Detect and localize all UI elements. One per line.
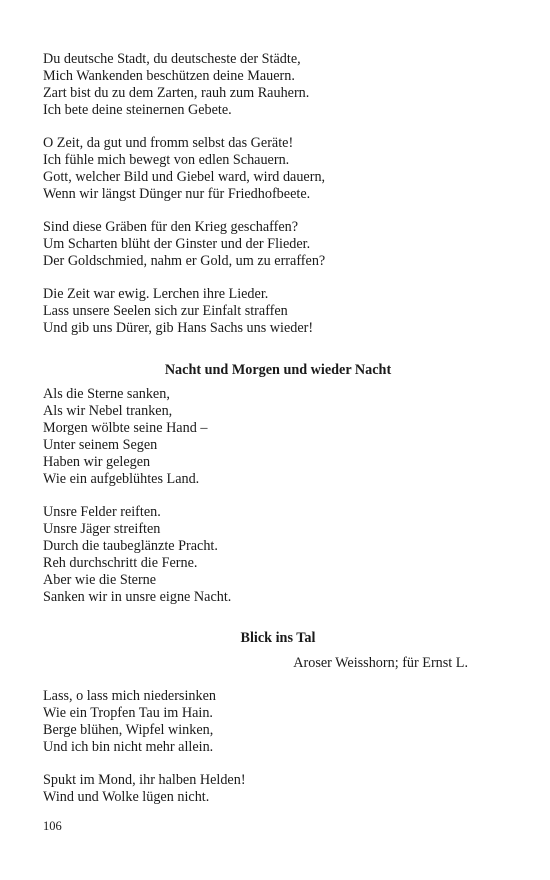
verse-line: Gott, welcher Bild und Giebel ward, wird dauern, bbox=[43, 169, 326, 185]
verse-line: Wie ein Tropfen Tau im Hain. bbox=[43, 705, 213, 721]
verse-line: Die Zeit war ewig. Lerchen ihre Lieder. bbox=[43, 286, 269, 302]
verse-line: Unsre Jäger streiften bbox=[43, 521, 161, 537]
poem1-stanza-4 bbox=[43, 286, 513, 337]
verse-line: Unter seinem Segen bbox=[43, 437, 158, 453]
verse-line: Zart bist du zu dem Zarten, rauh zum Rauhern. bbox=[43, 85, 310, 101]
poem3-stanza-2 bbox=[43, 772, 513, 806]
verse-line: Um Scharten blüht der Ginster und der Flieder. bbox=[43, 236, 311, 252]
poem1-stanza-3 bbox=[43, 219, 513, 270]
verse-line: Aber wie die Sterne bbox=[43, 572, 157, 588]
poem-dedication: Aroser Weisshorn; für Ernst L. bbox=[293, 655, 468, 671]
verse-line: Als wir Nebel tranken, bbox=[43, 403, 173, 419]
verse-line: Du deutsche Stadt, du deutscheste der Städte, bbox=[43, 51, 301, 67]
verse-line: Und gib uns Dürer, gib Hans Sachs uns wieder! bbox=[43, 320, 314, 336]
verse-line: Haben wir gelegen bbox=[43, 454, 151, 470]
verse-line: Reh durchschritt die Ferne. bbox=[43, 555, 198, 571]
verse-line: Morgen wölbte seine Hand – bbox=[43, 420, 208, 436]
verse-line: Wenn wir längst Dünger nur für Friedhofbeete. bbox=[43, 186, 311, 202]
verse-line: Sanken wir in unsre eigne Nacht. bbox=[43, 589, 232, 605]
verse-line: Mich Wankenden beschützen deine Mauern. bbox=[43, 68, 295, 84]
poem2-stanza-2 bbox=[43, 504, 513, 606]
verse-line: Berge blühen, Wipfel winken, bbox=[43, 722, 214, 738]
page-number: 106 bbox=[43, 819, 62, 833]
verse-line: Wind und Wolke lügen nicht. bbox=[43, 789, 210, 805]
verse-line: Durch die taubeglänzte Pracht. bbox=[43, 538, 218, 554]
poem1-stanza-2 bbox=[43, 135, 513, 203]
verse-line: Ich fühle mich bewegt von edlen Schauern. bbox=[43, 152, 290, 168]
verse-line: Wie ein aufgeblühtes Land. bbox=[43, 471, 200, 487]
verse-line: Und ich bin nicht mehr allein. bbox=[43, 739, 214, 755]
poem1-stanza-1 bbox=[43, 51, 513, 119]
verse-line: O Zeit, da gut und fromm selbst das Geräte! bbox=[43, 135, 294, 151]
verse-line: Lass unsere Seelen sich zur Einfalt straffen bbox=[43, 303, 288, 319]
verse-line: Als die Sterne sanken, bbox=[43, 386, 170, 402]
poem3-stanza-1 bbox=[43, 688, 513, 756]
poem-title: Blick ins Tal bbox=[240, 630, 316, 646]
verse-line: Spukt im Mond, ihr halben Helden! bbox=[43, 772, 246, 788]
poem-title: Nacht und Morgen und wieder Nacht bbox=[164, 362, 392, 378]
poem2-stanza-1 bbox=[43, 386, 513, 488]
verse-line: Ich bete deine steinernen Gebete. bbox=[43, 102, 232, 118]
verse-line: Sind diese Gräben für den Krieg geschaffen? bbox=[43, 219, 299, 235]
verse-line: Der Goldschmied, nahm er Gold, um zu erraffen? bbox=[43, 253, 326, 269]
verse-line: Lass, o lass mich niedersinken bbox=[43, 688, 216, 704]
verse-line: Unsre Felder reiften. bbox=[43, 504, 161, 520]
